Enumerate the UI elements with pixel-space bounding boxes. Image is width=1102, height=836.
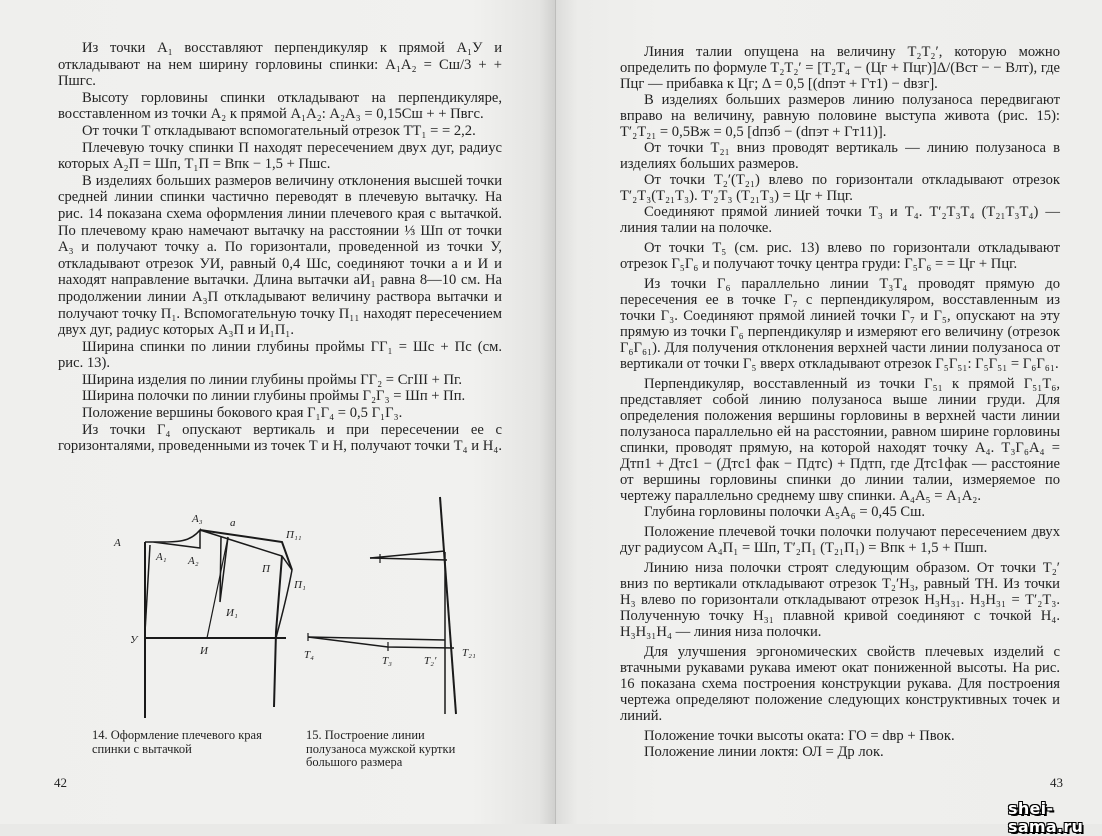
paragraph: Линию низа полочки строят следующим образом. От точки Т₂′ вниз по вертикали откладывают отрезок Т₂′Н₃, равный ТН. Из точки Н₃ влево по горизонтали откладывают отрезок Н₃Н₃₁. Н₃Н₃₁ = Т′₂Т₃. Полученную точку Н₃₁ плавной кривой соединяют с точкой Н₄. Н₃Н₃₁Н₄ — линия низа полочки. bbox=[620, 560, 1060, 640]
caption-text: 14. Оформление плечевого края спинки с вытачкой bbox=[92, 728, 262, 756]
label-A2: A₂ bbox=[188, 555, 199, 567]
paragraph: Положение точки высоты оката: ГО = dвр + Пвок. bbox=[644, 728, 955, 744]
paragraph: В изделиях больших размеров линию полузаноса передвигают вправо на величину, равную половине выступа живота (рис. 15): Т′₂Т₂₁ = 0,5Вж = 0,5 [dпзб − (dпэт + Гт11)]. bbox=[620, 92, 1060, 140]
paragraph: От точки Т₅ (см. рис. 13) влево по горизонтали откладывают отрезок Г₅Г₆ и получают точку центра груди: Г₅Г₆ = = Цг + Пцг. bbox=[620, 240, 1060, 272]
label-U: У bbox=[130, 634, 138, 646]
paragraph: Высоту горловины спинки откладывают на перпендикуляре, восставленном из точки А₂ к прямой А₁А₂: А₂А₃ = 0,15Сш + + Пвгс. bbox=[58, 89, 502, 123]
paragraph: От точки Т₂₁ вниз проводят вертикаль — линию полузаноса в изделиях больших размеров. bbox=[620, 140, 1060, 172]
caption-text: 15. Построение линии полузаноса мужской куртки большого размера bbox=[306, 728, 456, 769]
label-P11: П₁₁ bbox=[286, 529, 302, 541]
figure-14-diagram bbox=[50, 492, 306, 722]
label-A3: A₃ bbox=[192, 513, 203, 525]
label-I: И bbox=[200, 645, 208, 657]
label-T3: T₃ bbox=[382, 655, 392, 667]
paragraph: Линия талии опущена на величину Т₂Т₂′, которую можно определить по формуле Т₂Т₂′ = [Т₂Т₄ − (Цг + Пцг)]Δ/(Вст − − Влт), где Пцг — прибавка к Цг; Δ = 0,5 [(dпэт + Гт1) − dвзг]. bbox=[620, 44, 1060, 92]
paragraph: Положение линии локтя: ОЛ = Др лок. bbox=[644, 744, 884, 760]
figure-14-caption bbox=[92, 729, 268, 756]
left-page-text bbox=[58, 40, 502, 488]
label-T2-prime: T₂′ bbox=[424, 655, 437, 667]
center-front-line bbox=[440, 497, 456, 714]
paragraph: Из точки Г₄ опускают вертикаль и при пересечении ее с горизонталями, проведенными из точек Т и Н, получают точки Т₄ и Н₄. bbox=[58, 421, 502, 455]
label-T21: T₂₁ bbox=[462, 647, 476, 659]
page-number-left: 42 bbox=[54, 775, 67, 790]
paragraph: Ширина полочки по линии глубины проймы Г₂Г₃ = Шп + Пп. bbox=[82, 388, 466, 405]
paragraph: Положение плечевой точки полочки получают пересечением двух дуг радиусом А₄П₁ = Шп, Т′₂П₁ (Т₂₁П₁) = Впк + 1,5 + Пшп. bbox=[620, 524, 1060, 556]
label-P: П bbox=[262, 563, 270, 575]
label-T4: T₄ bbox=[304, 649, 314, 661]
paragraph: Ширина спинки по линии глубины проймы ГГ₁ = Шс + Пс (см. рис. 13). bbox=[58, 338, 502, 372]
chest-dart-lower bbox=[370, 558, 447, 560]
paragraph: Соединяют прямой линией точки Т₃ и Т₄. Т′₂Т₃Т₄ (Т₂₁Т₃Т₄) — линия талии на полочке. bbox=[620, 204, 1060, 236]
chest-dart-upper bbox=[370, 551, 445, 558]
paragraph: Перпендикуляр, восставленный из точки Г₅₁ к прямой Г₅₁Т₆, представляет собой линию полузаноса выше линии груди. Для определения положения вершины горловины в верхней части линии полузаноса параллельно ей на расстоянии, равном ширине горловины спинки, проводят прямую, на которой находят точку А₄. Т₃Г₆А₄ = Дтп1 + Дтс1 − (Дтс1 фак − Пдтс) + Пдтп, где Дтс1фак — расстояние от вершины горловины спинки до линии талии, измеряемое по чертежу параллельно среднему шву спинки. А₄А₅ = А₁А₂. bbox=[620, 376, 1060, 504]
label-I1: И₁ bbox=[226, 607, 238, 619]
neckline-curve bbox=[145, 530, 200, 548]
figure-15-diagram bbox=[300, 492, 500, 722]
label-A1: A₁ bbox=[156, 551, 167, 563]
paragraph: В изделиях больших размеров величину отклонения высшей точки средней линии спинки частично переводят в плечевую вытачку. На рис. 14 показана схема оформления линии плечевого края с вытачкой. По плечевому краю намечают вытачку на расстоянии ⅓ Шп от точки А₃ и получают точку а. По горизонтали, проведенной из точки У, откладывают отрезок УИ, равный 0,4 Шс, соединяют точки а и И и находят направление вытачки. Длина вытачки аИ₁ равна 8—10 см. На продолжении линии А₃П откладывают величину раствора вытачки и получают точку П₁. Вспомогательную точку П₁₁ находят пересечением двух дуг, радиус которых А₃П и И₁П₁. bbox=[58, 172, 502, 339]
paragraph: Из точки Г₆ параллельно линии Т₃Т₄ проводят прямую до пересечения ее в точке Г₇ с перпендикуляром, восставленным из точки Г₃. Соединяют прямой линией точки Г₇ и Г₅, опускают на эту прямую из точки Г₆ перпендикуляр и измеряют его величину (отрезок Г₆Г₆₁). Для получения отклонения верхней части линии полузаноса от вертикали от точки Г₅ вверх откладывают отрезок Г₅Г₅₁: Г₅Г₅₁ = Г₆Г₆₁. bbox=[620, 276, 1060, 372]
paragraph: Плечевую точку спинки П находят пересечением двух дуг, радиус которых А₂П = Шп, Т₁П = Впк − 1,5 + Пшс. bbox=[58, 139, 502, 173]
paragraph: Глубина горловины полочки А₅А₆ = 0,45 Сш. bbox=[644, 504, 926, 520]
right-page-text bbox=[620, 44, 1060, 766]
shoulder-line bbox=[200, 530, 292, 570]
paragraph: Положение вершины бокового края Г₁Г₄ = 0,5 Г₁Г₃. bbox=[82, 405, 403, 422]
label-P1: П₁ bbox=[294, 579, 306, 591]
paragraph: От точки Т откладывают вспомогательный отрезок ТТ₁ = = 2,2. bbox=[82, 122, 476, 139]
paragraph: Из точки А₁ восставляют перпендикуляр к прямой А₁У и откладывают на нем ширину горловины спинки: А₁А₂ = Сш/3 + + Пшгс. bbox=[58, 40, 502, 90]
label-a: a bbox=[230, 517, 236, 529]
page-number-right: 43 bbox=[1050, 775, 1063, 790]
dart-center bbox=[207, 537, 228, 638]
label-A: A bbox=[114, 537, 121, 549]
paragraph: Для улучшения эргономических свойств плечевых изделий с втачными рукавами рукава имеют окат пониженной высоты. На рис. 16 показана схема построения конструкции рукава. Для построения чертежа определяют положение следующих конструктивных точек и линий. bbox=[620, 644, 1060, 724]
left-page bbox=[0, 0, 556, 824]
figure-15-caption bbox=[306, 729, 476, 770]
paragraph: Ширина изделия по линии глубины проймы ГГ₂ = СгIII + Пг. bbox=[82, 371, 463, 388]
paragraph: От точки Т₂′(Т₂₁) влево по горизонтали откладывают отрезок Т′₂Т₃(Т₂₁Т₃). Т′₂Т₃ (Т₂₁Т₃) = Цг + Пцг. bbox=[620, 172, 1060, 204]
watermark: shei-sama.ru bbox=[1008, 799, 1084, 836]
